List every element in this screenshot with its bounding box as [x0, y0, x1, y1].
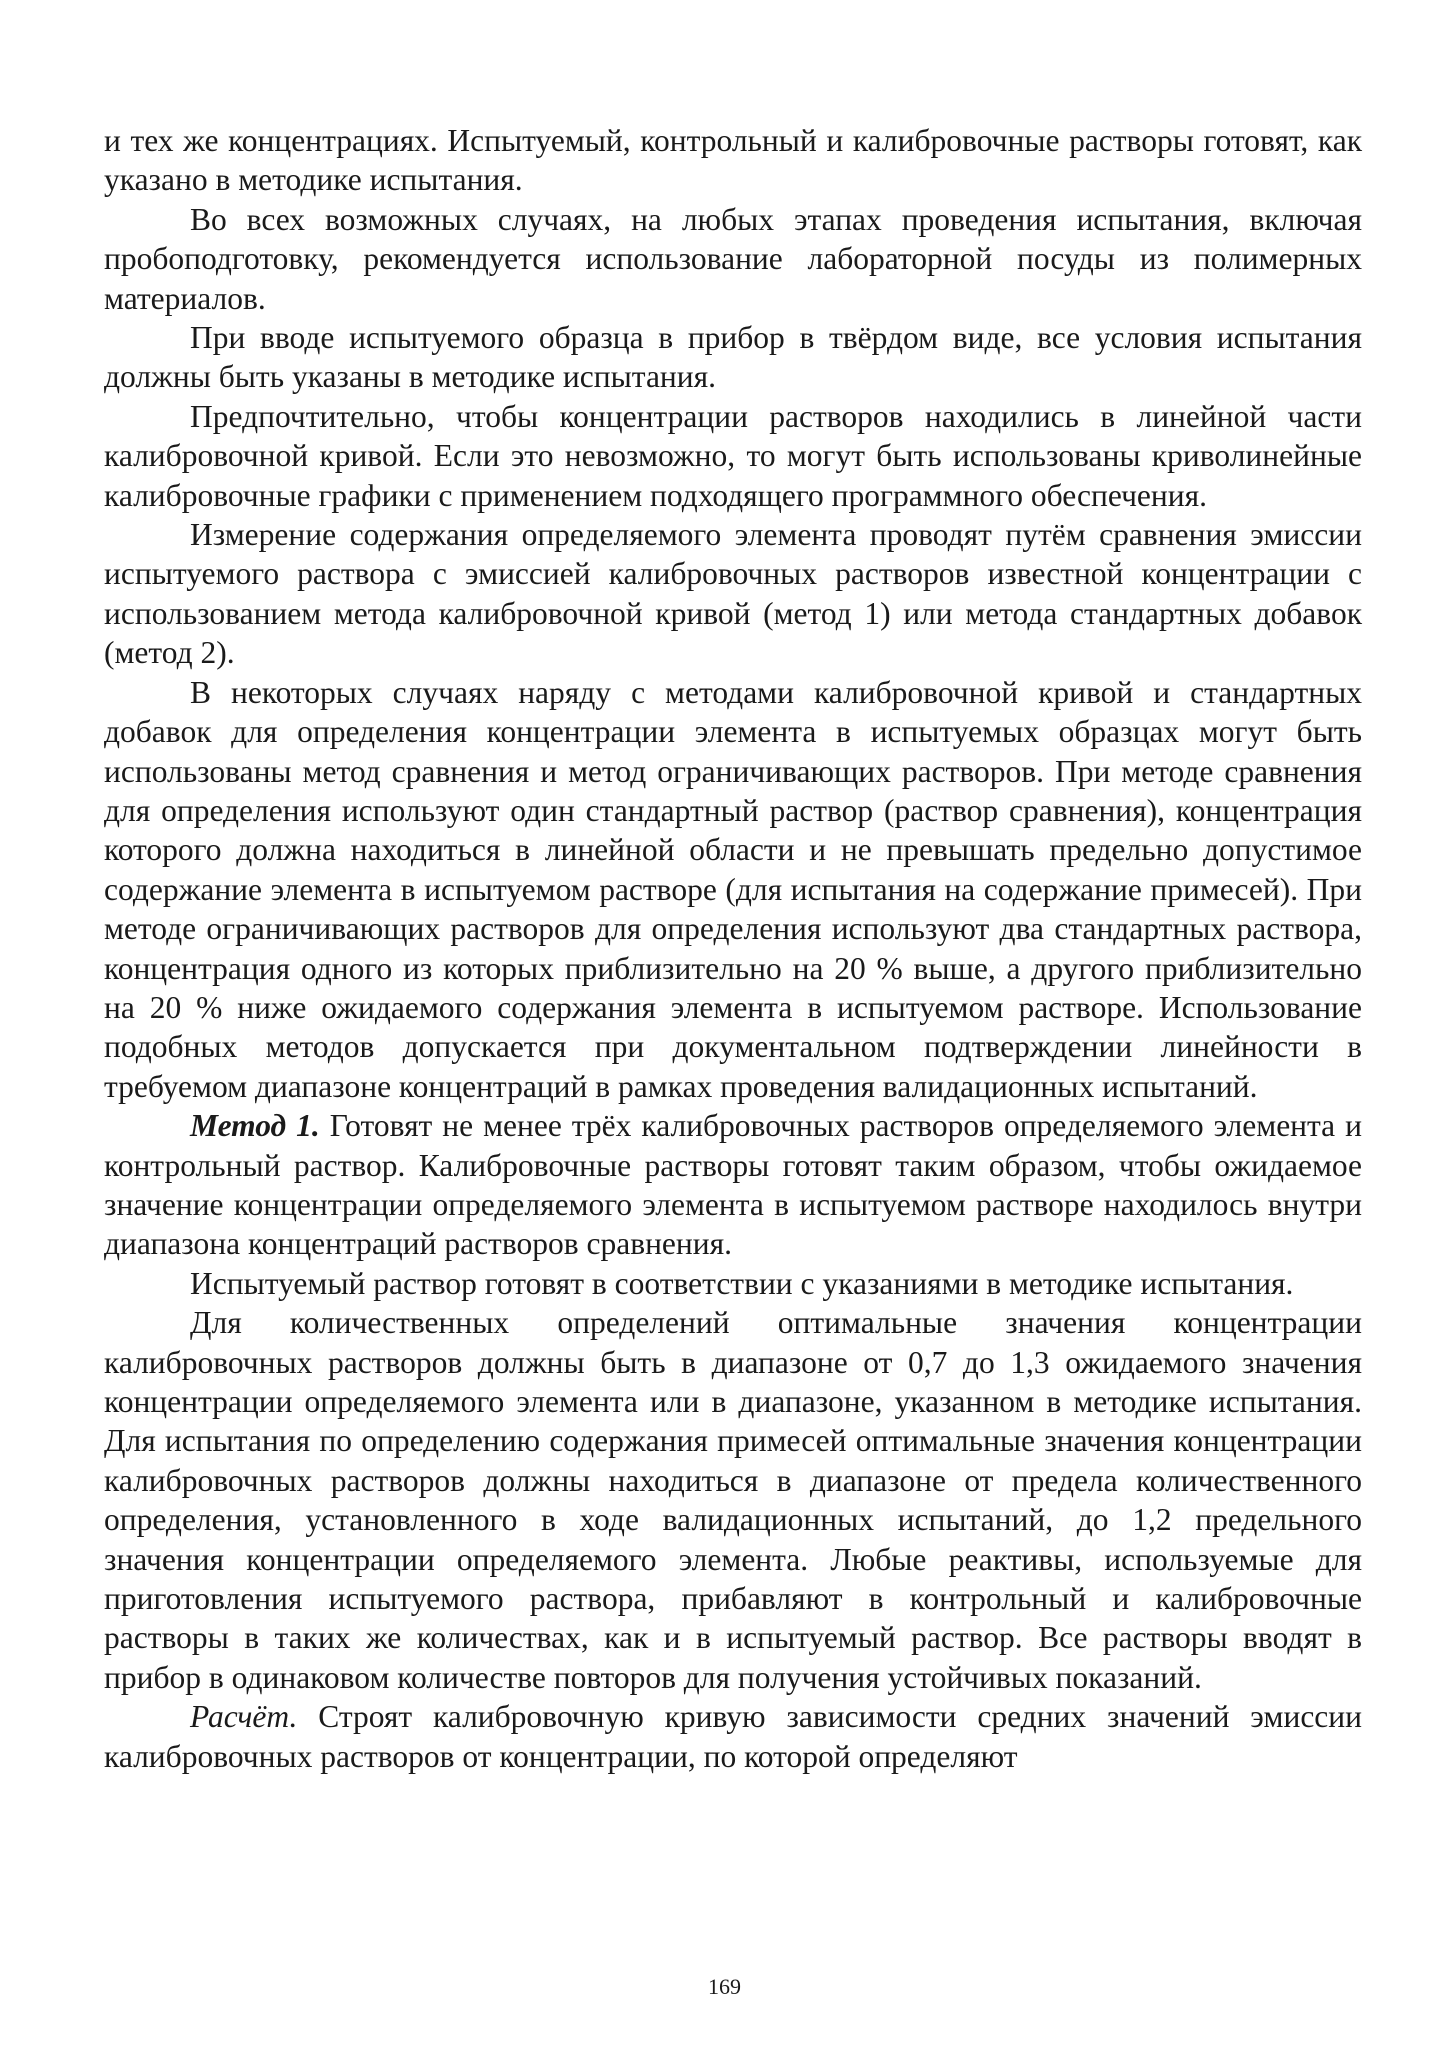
paragraph-text: Для количественных определений оптимальные значения концентрации калибровочных растворов должны быть в диапазоне от 0,7 до 1,3 ожидаемого значения концентрации определяемого элемента или в диапазоне, указанном в методике испытания. Для испытания по определению содержания примесей оптимальные значения концентрации калибровочных растворов должны находиться в диапазоне от предела количественного определения, установленного в ходе валидационных испытаний, до 1,2 предельного значения концентрации определяемого элемента. Любые реактивы, используемые для приготовления испытуемого раствора, прибавляют в контрольный и калибровочные растворы в таких же количествах, как и в испытуемый раствор. Все растворы вводят в прибор в одинаковом количестве повторов для получения устойчивых показаний.	[104, 1305, 1362, 1695]
page-number: 169	[708, 1974, 741, 1999]
paragraph-comparison-methods	[104, 673, 1362, 1106]
paragraph-text: Готовят не менее трёх калибровочных растворов определяемого элемента и контрольный раствор. Калибровочные растворы готовят таким образом, чтобы ожидаемое значение концентрации определяемого элемента в испытуемом растворе находилось внутри диапазона концентраций растворов сравнения.	[104, 1108, 1362, 1262]
paragraph-method-1	[104, 1106, 1362, 1264]
paragraph-calculation	[104, 1697, 1362, 1776]
paragraph-text: Испытуемый раствор готовят в соответствии с указаниями в методике испытания.	[190, 1265, 1294, 1301]
paragraph-quantitative	[104, 1303, 1362, 1697]
paragraph-labware	[104, 200, 1362, 318]
paragraph-text: Предпочтительно, чтобы концентрации растворов находились в линейной части калибровочной кривой. Если это невозможно, то могут быть использованы криволинейные калибровочные графики с применением подходящего программного обеспечения.	[104, 398, 1362, 513]
paragraph-text: Строят калибровочную кривую зависимости средних значений эмиссии калибровочных растворов от концентрации, по которой определяют	[104, 1699, 1362, 1774]
paragraph-text: При вводе испытуемого образца в прибор в твёрдом виде, все условия испытания должны быть указаны в методике испытания.	[104, 320, 1362, 395]
paragraph-linear-range	[104, 397, 1362, 515]
method-1-heading: Метод 1.	[190, 1108, 320, 1144]
paragraph-continuation	[104, 121, 1362, 200]
paragraph-text: Во всех возможных случаях, на любых этапах проведения испытания, включая пробоподготовку, рекомендуется использование лабораторной посуды из полимерных материалов.	[104, 201, 1362, 316]
paragraph-measurement	[104, 515, 1362, 673]
paragraph-solid-sample	[104, 318, 1362, 397]
document-page	[104, 121, 1362, 1776]
calculation-heading: Расчёт.	[190, 1699, 298, 1735]
paragraph-test-solution	[104, 1264, 1362, 1303]
paragraph-text: Измерение содержания определяемого элемента проводят путём сравнения эмиссии испытуемого раствора с эмиссией калибровочных растворов известной концентрации с использованием метода калибровочной кривой (метод 1) или метода стандартных добавок (метод 2).	[104, 517, 1362, 671]
paragraph-text: и тех же концентрациях. Испытуемый, контрольный и калибровочные растворы готовят, как указано в методике испытания.	[104, 123, 1362, 198]
paragraph-text: В некоторых случаях наряду с методами калибровочной кривой и стандартных добавок для определения концентрации элемента в испытуемых образцах могут быть использованы метод сравнения и метод ограничивающих растворов. При методе сравнения для определения используют один стандартный раствор (раствор сравнения), концентрация которого должна находиться в линейной области и не превышать предельно допустимое содержание элемента в испытуемом растворе (для испытания на содержание примесей). При методе ограничивающих растворов для определения используют два стандартных раствора, концентрация одного из которых приблизительно на 20 % выше, а другого приблизительно на 20 % ниже ожидаемого содержания элемента в испытуемом растворе. Использование подобных методов допускается при документальном подтверждении линейности в требуемом диапазоне концентраций в рамках проведения валидационных испытаний.	[104, 674, 1362, 1104]
